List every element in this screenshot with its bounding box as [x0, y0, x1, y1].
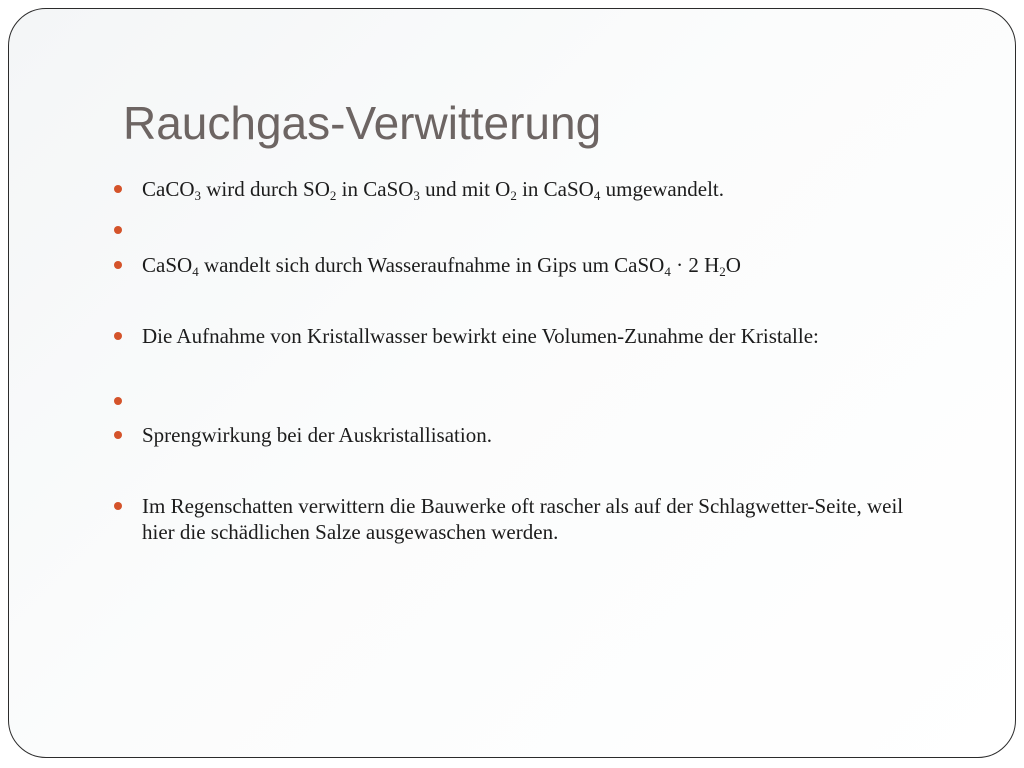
- slide: [8, 8, 1016, 758]
- slide-title: Rauchgas-Verwitterung: [123, 97, 602, 149]
- text-run: wird durch SO: [201, 177, 330, 201]
- bullet-item: [114, 323, 904, 349]
- bullet-item: [114, 493, 904, 545]
- subscript: 4: [593, 188, 601, 203]
- bullet-text: [142, 177, 724, 201]
- subscript: 2: [329, 188, 337, 203]
- subscript: 4: [192, 264, 199, 279]
- bullet-dot-icon: [114, 185, 122, 193]
- text-run: CaCO: [142, 177, 195, 201]
- text-run: CaSO: [142, 253, 193, 277]
- text-run: umgewandelt.: [600, 177, 724, 201]
- text-run: Sprengwirkung bei der Auskristallisation.: [142, 423, 492, 447]
- bullet-dot-icon: [114, 261, 122, 269]
- bullet-text: [142, 253, 741, 277]
- bullet-dot-icon: [114, 226, 122, 234]
- bullet-dot-icon: [114, 397, 122, 405]
- bullet-text: [142, 324, 819, 348]
- subscript: 3: [413, 188, 420, 203]
- text-run: · 2 H: [670, 253, 720, 277]
- subscript: 3: [194, 188, 201, 203]
- subscript: 2: [719, 264, 726, 279]
- bullet-text: [142, 494, 903, 544]
- bullet-dot-icon: [114, 332, 122, 340]
- text-run: in CaSO: [336, 177, 414, 201]
- text-run: Im Regenschatten verwittern die Bauwerke oft rascher als auf der Schlagwetter-Seite, weil hier die schädlichen Salze ausgewaschen werden.: [142, 494, 904, 544]
- text-run: in CaSO: [516, 177, 594, 201]
- text-run: und mit O: [419, 177, 511, 201]
- bullet-item: [114, 422, 904, 448]
- bullet-text: [142, 423, 492, 447]
- text-run: O: [725, 253, 741, 277]
- bullet-dot-icon: [114, 431, 122, 439]
- bullet-item: [114, 252, 904, 278]
- bullet-dot-icon: [114, 502, 122, 510]
- text-run: Die Aufnahme von Kristallwasser bewirkt eine Volumen-Zunahme der Kristalle:: [142, 324, 819, 348]
- subscript: 2: [510, 188, 517, 203]
- subscript: 4: [664, 264, 671, 279]
- text-run: wandelt sich durch Wasseraufnahme in Gips um CaSO: [198, 253, 665, 277]
- bullet-item: [114, 176, 904, 202]
